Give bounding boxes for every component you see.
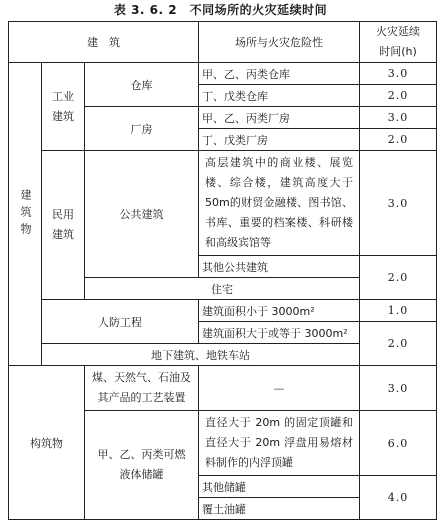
table-header-row bbox=[9, 22, 437, 63]
group-buildings: 建筑物 bbox=[9, 63, 42, 366]
residence-cell: 住宅 bbox=[85, 278, 360, 300]
category-industrial: 工业建筑 bbox=[42, 63, 85, 151]
duration-cell: 1.0 bbox=[360, 300, 437, 322]
header-duration: 火灾延续 时间(h) bbox=[360, 22, 437, 63]
duration-cell: 6.0 bbox=[360, 411, 437, 476]
duration-cell: 2.0 bbox=[360, 322, 437, 366]
table-row bbox=[9, 366, 437, 411]
table-row bbox=[9, 300, 437, 322]
place-cell: 建筑面积大于或等于 3000m² bbox=[199, 322, 360, 344]
group-structures: 构筑物 bbox=[9, 366, 85, 520]
table-row bbox=[9, 151, 437, 256]
place-cell-tank-large: 直径大于 20m 的固定顶罐和直径大于 20m 浮盘用易熔材料制作的内浮顶罐 bbox=[199, 411, 360, 476]
duration-cell: 3.0 bbox=[360, 151, 437, 256]
subcategory-public-building: 公共建筑 bbox=[85, 151, 199, 278]
duration-cell: 2.0 bbox=[360, 85, 437, 107]
duration-cell: 2.0 bbox=[360, 256, 437, 300]
duration-cell: 3.0 bbox=[360, 366, 437, 411]
place-cell: 建筑面积小于 3000m² bbox=[199, 300, 360, 322]
subcategory-warehouse: 仓库 bbox=[85, 63, 199, 107]
place-cell: 丁、戊类仓库 bbox=[199, 85, 360, 107]
category-coal-gas: 煤、天然气、石油及其产品的工艺装置 bbox=[85, 366, 199, 411]
place-cell: 覆土油罐 bbox=[199, 498, 360, 520]
place-cell: 甲、乙、丙类厂房 bbox=[199, 107, 360, 129]
duration-cell: 2.0 bbox=[360, 129, 437, 151]
fire-duration-table bbox=[8, 21, 437, 520]
header-place-hazard: 场所与火灾危险性 bbox=[199, 22, 360, 63]
duration-cell: 3.0 bbox=[360, 107, 437, 129]
place-cell: 甲、乙、丙类仓库 bbox=[199, 63, 360, 85]
header-building: 建 筑 bbox=[9, 22, 199, 63]
subcategory-factory: 厂房 bbox=[85, 107, 199, 151]
place-cell: — bbox=[199, 366, 360, 411]
underground-cell: 地下建筑、地铁车站 bbox=[42, 344, 360, 366]
table-title: 表 3. 6. 2 不同场所的火灾延续时间 bbox=[113, 3, 328, 17]
place-cell: 其他储罐 bbox=[199, 476, 360, 498]
place-cell: 丁、戊类厂房 bbox=[199, 129, 360, 151]
duration-cell: 4.0 bbox=[360, 476, 437, 520]
category-flammable-tank: 甲、乙、丙类可燃液体储罐 bbox=[85, 411, 199, 520]
category-civil: 民用建筑 bbox=[42, 151, 85, 300]
duration-cell: 3.0 bbox=[360, 63, 437, 85]
table-row bbox=[9, 63, 437, 85]
place-cell: 其他公共建筑 bbox=[199, 256, 360, 278]
place-cell-public-high: 高层建筑中的商业楼、展览楼、综合楼，建筑高度大于50m的财贸金融楼、图书馆、书库、重要的档案楼、科研楼和高级宾馆等 bbox=[199, 151, 360, 256]
category-air-defense: 人防工程 bbox=[42, 300, 199, 344]
